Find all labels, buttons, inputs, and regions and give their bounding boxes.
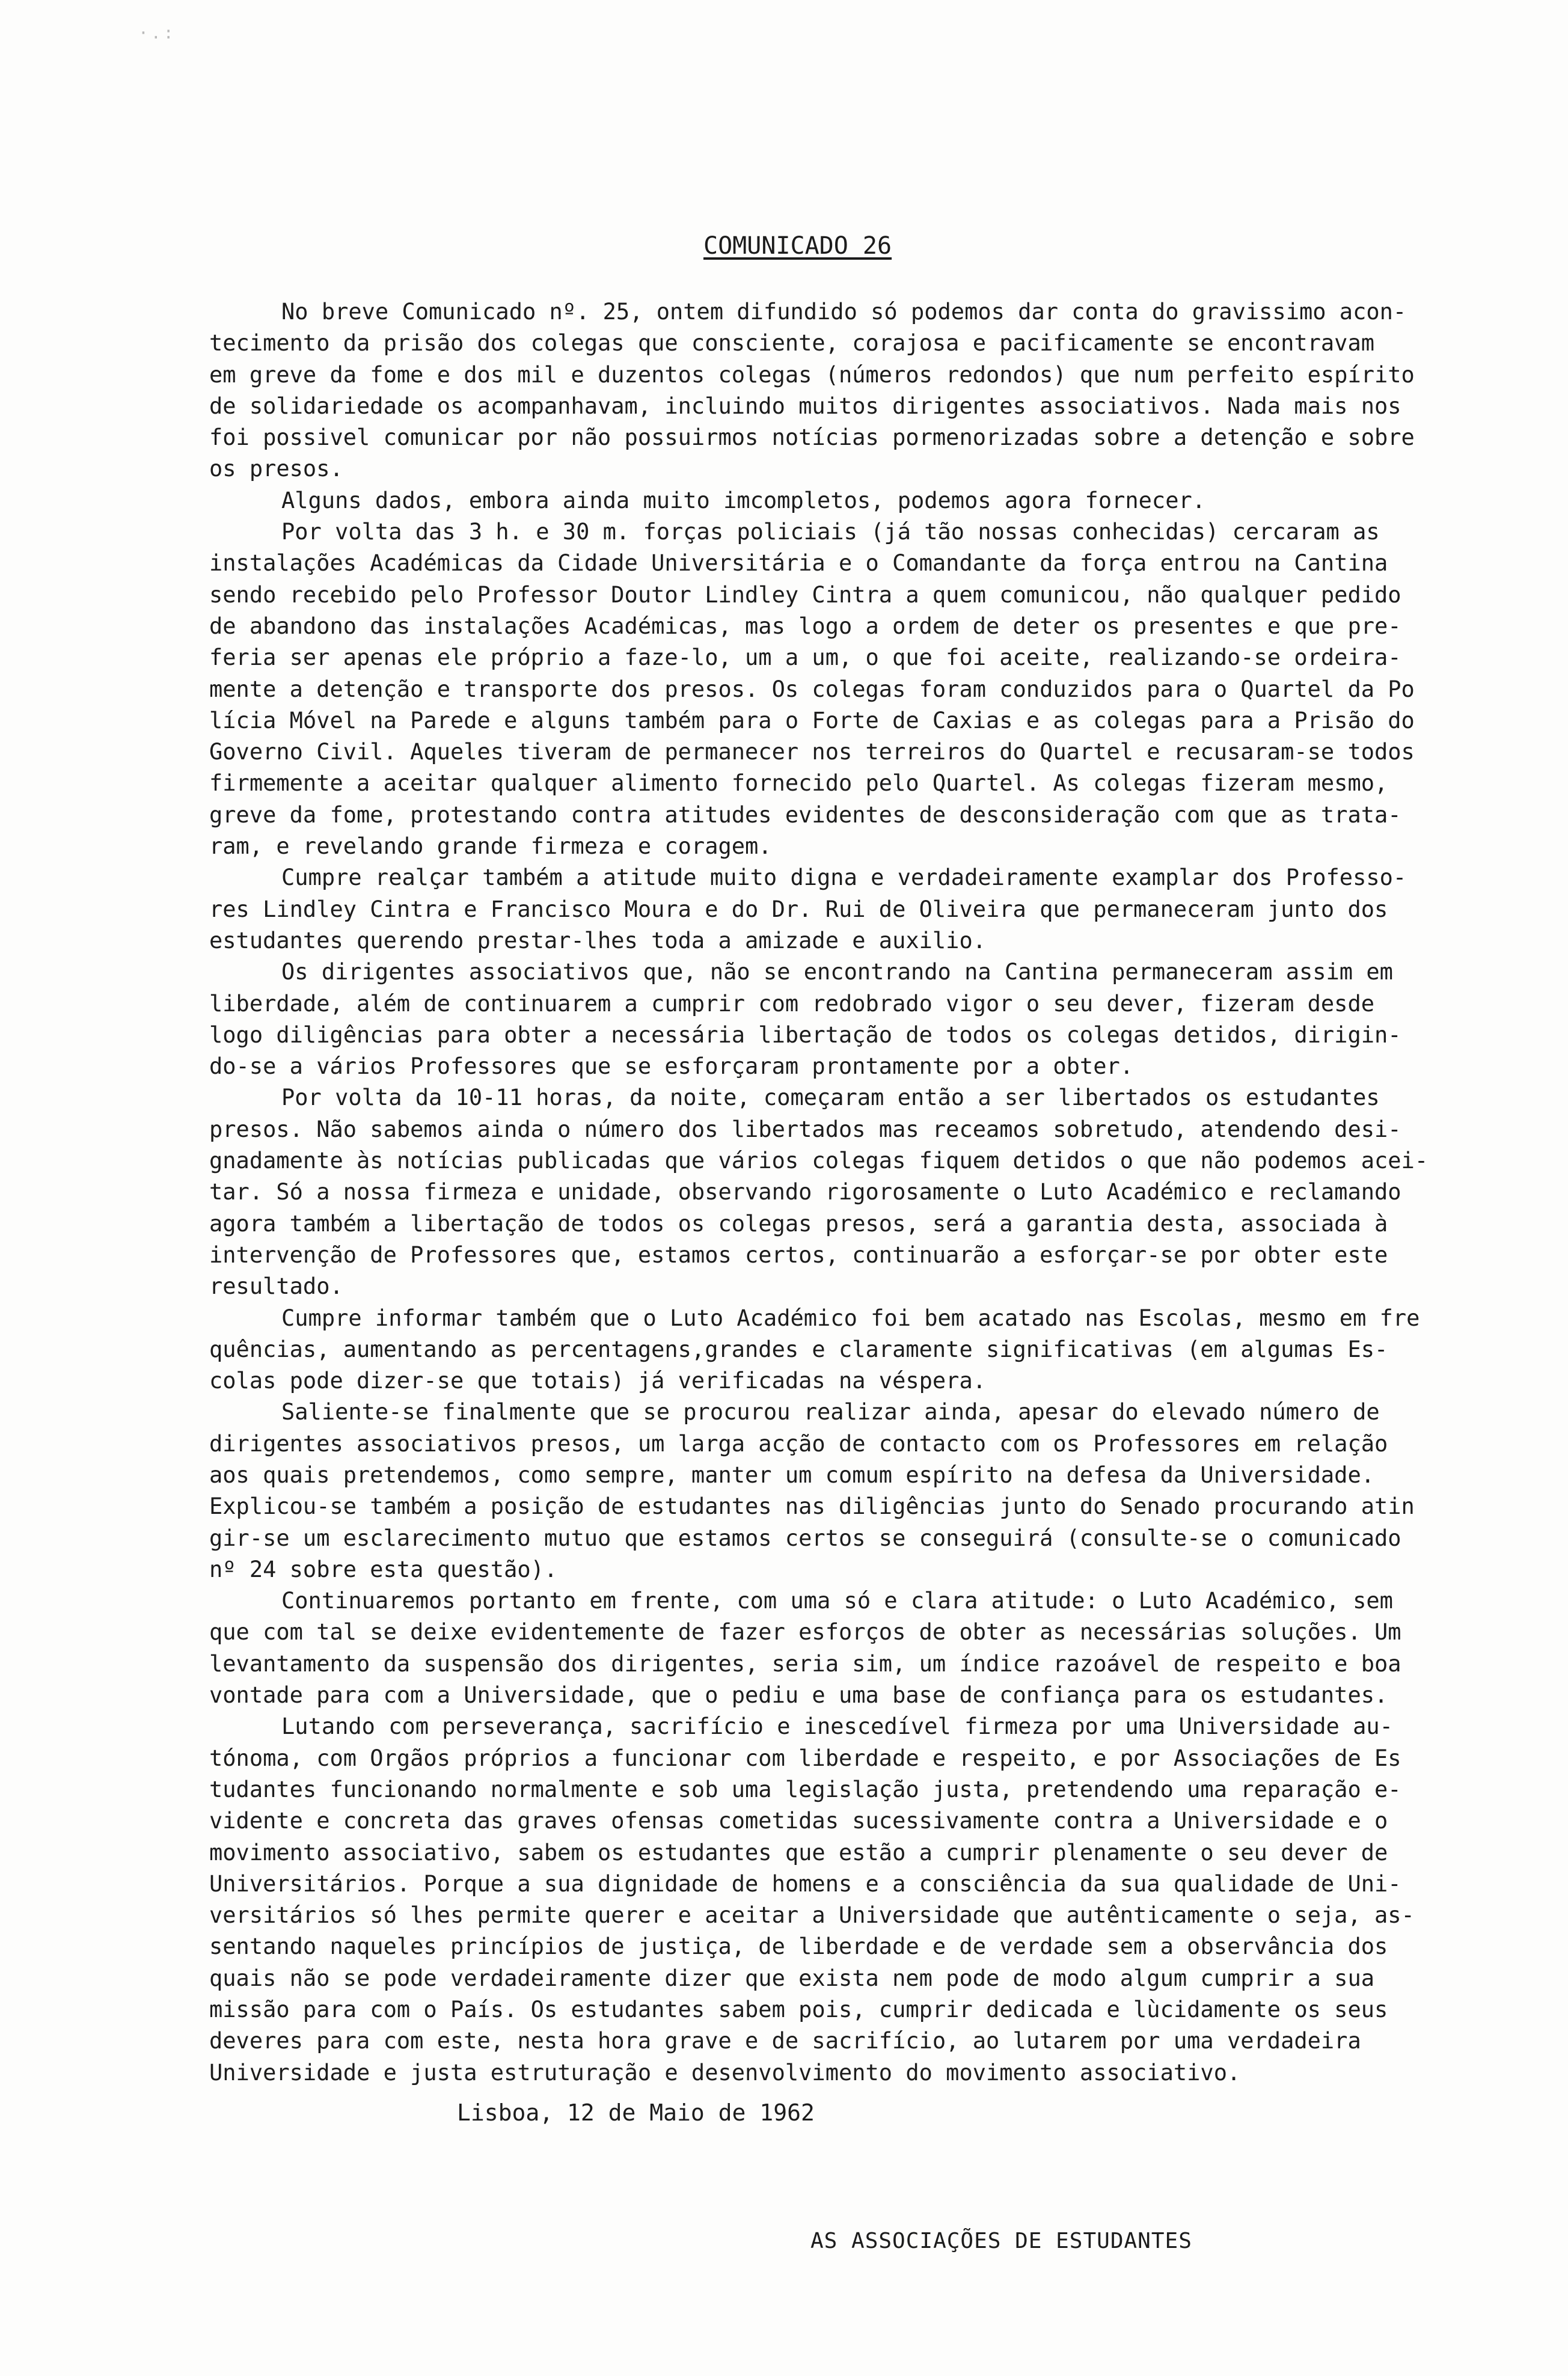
body-line: res Lindley Cintra e Francisco Moura e do Dr. Rui de Oliveira que permaneceram junto dos xyxy=(209,896,1388,922)
body-line: lícia Móvel na Parede e alguns também para o Forte de Caxias e as colegas para a Prisão do xyxy=(209,707,1415,733)
body-line: gir-se um esclarecimento mutuo que estamos certos se conseguirá (consulte-se o comunicado xyxy=(209,1525,1401,1551)
body-line: mente a detenção e transporte dos presos. Os colegas foram conduzidos para o Quartel da Po xyxy=(209,676,1415,702)
body-line: dirigentes associativos presos, um larga acção de contacto com os Professores em relação xyxy=(209,1430,1388,1457)
body-line: Por volta das 3 h. e 30 m. forças policiais (já tão nossas conhecidas) cercaram as xyxy=(281,519,1380,545)
body-line: logo diligências para obter a necessária libertação de todos os colegas detidos, dirigin- xyxy=(209,1021,1401,1048)
scan-speck: ·.: xyxy=(138,23,176,43)
body-line: foi possivel comunicar por não possuirmos notícias pormenorizadas sobre a detenção e sobre xyxy=(209,424,1415,451)
body-line: em greve da fome e dos mil e duzentos colegas (números redondos) que num perfeito espírito xyxy=(209,361,1415,388)
body-line: Saliente-se finalmente que se procurou realizar ainda, apesar do elevado número de xyxy=(281,1399,1380,1425)
body-line: Explicou-se também a posição de estudantes nas diligências junto do Senado procurando atin xyxy=(209,1493,1415,1520)
body-line: tudantes funcionando normalmente e sob uma legislação justa, pretendendo uma reparação e- xyxy=(209,1776,1401,1802)
body-line: de solidariedade os acompanhavam, incluindo muitos dirigentes associativos. Nada mais nos xyxy=(209,393,1401,419)
body-line: Os dirigentes associativos que, não se encontrando na Cantina permaneceram assim em xyxy=(281,959,1393,985)
body-line: de abandono das instalações Académicas, mas logo a ordem de deter os presentes e que pre- xyxy=(209,613,1401,639)
body-line: Por volta da 10-11 horas, da noite, começaram então a ser libertados os estudantes xyxy=(281,1085,1380,1111)
place-and-date: Lisboa, 12 de Maio de 1962 xyxy=(457,2099,815,2126)
body-line: Cumpre realçar também a atitude muito digna e verdadeiramente examplar dos Professo- xyxy=(281,865,1407,891)
body-line: quências, aumentando as percentagens,grandes e claramente significativas (em algumas Es- xyxy=(209,1336,1388,1362)
body-line: instalações Académicas da Cidade Universitária e o Comandante da força entrou na Cantina xyxy=(209,550,1388,577)
body-line: liberdade, além de continuarem a cumprir com redobrado vigor o seu dever, fizeram desde xyxy=(209,990,1375,1017)
body-line: No breve Comunicado nº. 25, ontem difundido só podemos dar conta do gravissimo acon- xyxy=(281,299,1407,325)
body-line: versitários só lhes permite querer e aceitar a Universidade que autênticamente o seja, as- xyxy=(209,1902,1415,1929)
body-line: estudantes querendo prestar-lhes toda a amizade e auxilio. xyxy=(209,927,987,954)
body-line: firmemente a aceitar qualquer alimento fornecido pelo Quartel. As colegas fizeram mesmo, xyxy=(209,770,1388,797)
body-line: tónoma, com Orgãos próprios a funcionar com liberdade e respeito, e por Associações de Es xyxy=(209,1745,1401,1771)
body-line: Governo Civil. Aqueles tiveram de permanecer nos terreiros do Quartel e recusaram-se todos xyxy=(209,739,1415,765)
body-line: quais não se pode verdadeiramente dizer que exista nem pode de modo algum cumprir a sua xyxy=(209,1965,1375,1991)
body-line: movimento associativo, sabem os estudantes que estão a cumprir plenamente o seu dever de xyxy=(209,1839,1388,1866)
body-line: os presos. xyxy=(209,456,343,482)
body-line: tar. Só a nossa firmeza e unidade, observando rigorosamente o Luto Académico e reclamando xyxy=(209,1179,1401,1205)
body-line: do-se a vários Professores que se esforçaram prontamente por a obter. xyxy=(209,1053,1134,1080)
body-line: Cumpre informar também que o Luto Académico foi bem acatado nas Escolas, mesmo em fre xyxy=(281,1305,1420,1331)
body-line: nº 24 sobre esta questão). xyxy=(209,1556,558,1582)
body-line: vidente e concreta das graves ofensas cometidas sucessivamente contra a Universidade e o xyxy=(209,1808,1388,1834)
body-line: sentando naqueles princípios de justiça, de liberdade e de verdade sem a observância dos xyxy=(209,1934,1388,1960)
body-line: Universitários. Porque a sua dignidade de homens e a consciência da sua qualidade de Uni- xyxy=(209,1870,1401,1897)
body-line: missão para com o País. Os estudantes sabem pois, cumprir dedicada e lùcidamente os seus xyxy=(209,1997,1388,2023)
body-line: resultado. xyxy=(209,1273,343,1300)
document-body xyxy=(209,296,1490,2089)
body-line: intervenção de Professores que, estamos certos, continuarão a esforçar-se por obter este xyxy=(209,1242,1388,1268)
body-line: feria ser apenas ele próprio a faze-lo, um a um, o que foi aceite, realizando-se ordeira- xyxy=(209,645,1401,671)
body-line: vontade para com a Universidade, que o pediu e uma base de confiança para os estudantes. xyxy=(209,1682,1388,1709)
body-line: Alguns dados, embora ainda muito imcompletos, podemos agora fornecer. xyxy=(281,487,1206,513)
body-line: gnadamente às notícias publicadas que vários colegas fiquem detidos o que não podemos acei- xyxy=(209,1148,1429,1174)
body-line: deveres para com este, nesta hora grave e de sacrifício, ao lutarem por uma verdadeira xyxy=(209,2028,1361,2054)
body-line: sendo recebido pelo Professor Doutor Lindley Cintra a quem comunicou, não qualquer pedido xyxy=(209,581,1401,608)
body-line: presos. Não sabemos ainda o número dos libertados mas receamos sobretudo, atendendo desi- xyxy=(209,1116,1401,1142)
body-line: ram, e revelando grande firmeza e coragem. xyxy=(209,833,772,860)
document-title: COMUNICADO 26 xyxy=(703,232,892,260)
body-line: Continuaremos portanto em frente, com uma só e clara atitude: o Luto Académico, sem xyxy=(281,1588,1393,1614)
body-line: aos quais pretendemos, como sempre, manter um comum espírito na defesa da Universidade. xyxy=(209,1462,1375,1488)
body-line: levantamento da suspensão dos dirigentes, seria sim, um índice razoável de respeito e boa xyxy=(209,1650,1401,1677)
body-line: tecimento da prisão dos colegas que consciente, corajosa e pacificamente se encontravam xyxy=(209,330,1375,357)
body-line: Lutando com perseverança, sacrifício e inescedível firmeza por uma Universidade au- xyxy=(281,1713,1393,1740)
body-line: que com tal se deixe evidentemente de fazer esforços de obter as necessárias soluções. Um xyxy=(209,1619,1401,1646)
body-line: colas pode dizer-se que totais) já verificadas na véspera. xyxy=(209,1368,987,1394)
signature-line: AS ASSOCIAÇÕES DE ESTUDANTES xyxy=(810,2229,1192,2253)
body-line: Universidade e justa estruturação e desenvolvimento do movimento associativo. xyxy=(209,2059,1241,2086)
body-line: agora também a libertação de todos os colegas presos, será a garantia desta, associada à xyxy=(209,1210,1388,1237)
body-line: greve da fome, protestando contra atitudes evidentes de desconsideração com que as trata- xyxy=(209,801,1401,828)
